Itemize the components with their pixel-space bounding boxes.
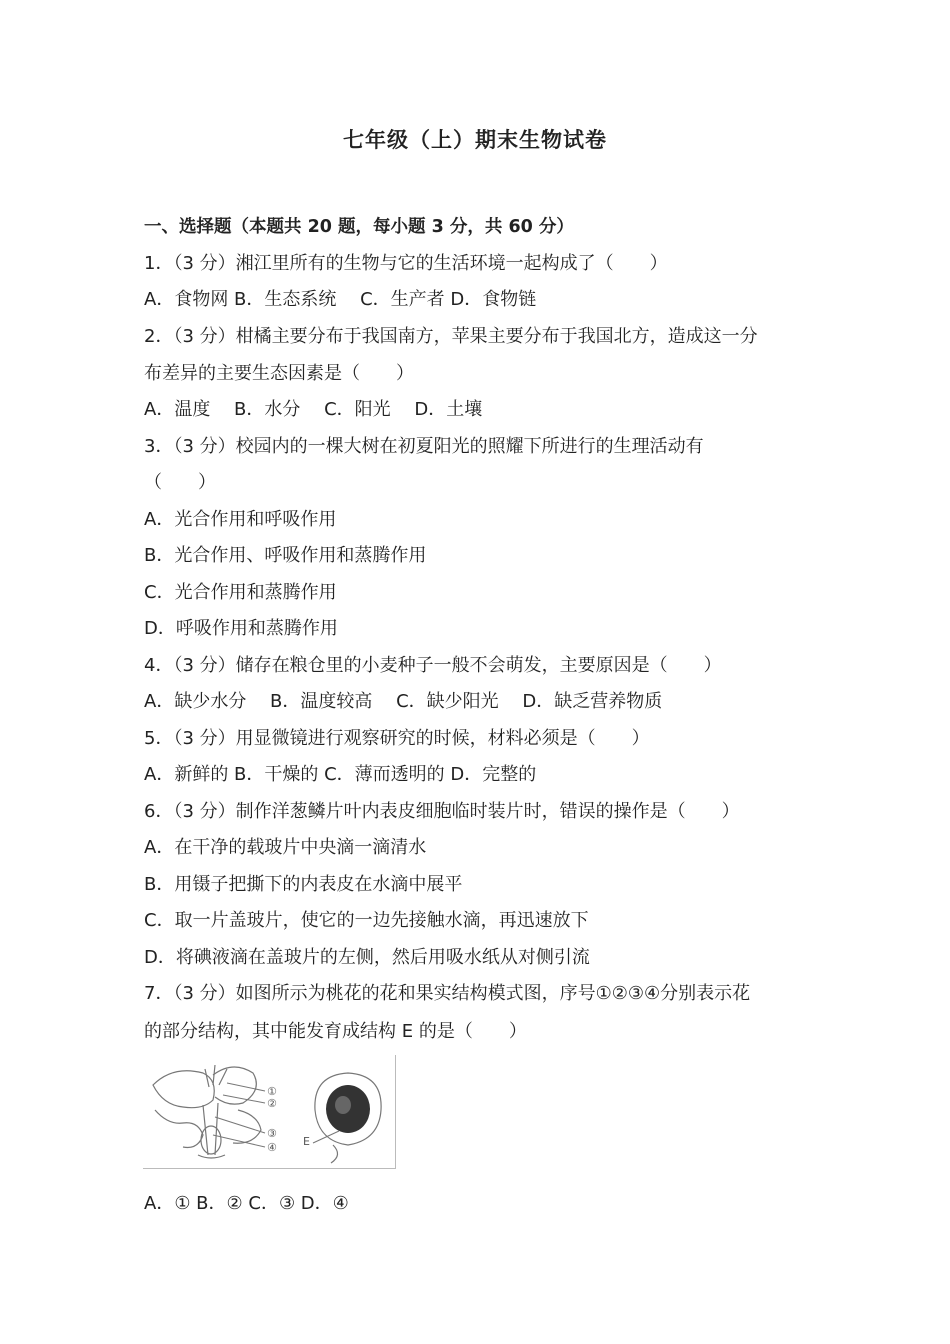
question-4: 4．（3 分）储存在粮仓里的小麦种子一般不会萌发，主要原因是（ ）	[144, 655, 722, 676]
label-3: ③	[267, 1127, 277, 1140]
question-6: 6．（3 分）制作洋葱鳞片叶内表皮细胞临时装片时，错误的操作是（ ）	[144, 801, 740, 822]
label-e: E	[303, 1135, 310, 1148]
section-heading: 一、选择题（本题共 20 题，每小题 3 分，共 60 分）	[144, 217, 574, 237]
question-1-options: A．食物网 B．生态系统 C．生产者 D．食物链	[144, 289, 537, 310]
question-3-cont: （ ）	[144, 472, 216, 493]
question-3-option-d: D．呼吸作用和蒸腾作用	[144, 618, 338, 639]
flower-fruit-diagram	[143, 1055, 395, 1168]
question-7-cont: 的部分结构，其中能发育成结构 E 的是（ ）	[144, 1021, 527, 1042]
fruit-drawing	[313, 1073, 381, 1163]
question-6-option-c: C．取一片盖玻片，使它的一边先接触水滴，再迅速放下	[144, 910, 589, 931]
question-3-option-c: C．光合作用和蒸腾作用	[144, 582, 337, 603]
question-7-options: A．① B．② C．③ D．④	[144, 1193, 349, 1214]
page-title: 七年级（上）期末生物试卷	[343, 128, 607, 152]
label-4: ④	[267, 1141, 277, 1154]
question-4-options: A．缺少水分 B．温度较高 C．缺少阳光 D．缺乏营养物质	[144, 691, 663, 712]
question-5: 5．（3 分）用显微镜进行观察研究的时候，材料必须是（ ）	[144, 728, 650, 749]
question-2-options: A．温度 B．水分 C．阳光 D．土壤	[144, 399, 483, 420]
question-1: 1．（3 分）湘江里所有的生物与它的生活环境一起构成了（ ）	[144, 253, 668, 274]
question-3-option-b: B．光合作用、呼吸作用和蒸腾作用	[144, 545, 427, 566]
label-2: ②	[267, 1097, 277, 1110]
question-6-option-b: B．用镊子把撕下的内表皮在水滴中展平	[144, 874, 463, 895]
question-6-option-a: A．在干净的载玻片中央滴一滴清水	[144, 837, 427, 858]
flower-drawing	[153, 1065, 261, 1158]
question-3-option-a: A．光合作用和呼吸作用	[144, 509, 337, 530]
question-3: 3．（3 分）校园内的一棵大树在初夏阳光的照耀下所进行的生理活动有	[144, 436, 704, 457]
label-1: ①	[267, 1085, 277, 1098]
question-7: 7．（3 分）如图所示为桃花的花和果实结构模式图，序号①②③④分别表示花	[144, 983, 751, 1004]
question-2-cont: 布差异的主要生态因素是（ ）	[144, 363, 414, 384]
flower-fruit-figure	[143, 1055, 396, 1169]
question-5-options: A．新鲜的 B．干燥的 C．薄而透明的 D．完整的	[144, 764, 537, 785]
question-6-option-d: D．将碘液滴在盖玻片的左侧，然后用吸水纸从对侧引流	[144, 947, 590, 968]
question-2: 2．（3 分）柑橘主要分布于我国南方，苹果主要分布于我国北方，造成这一分	[144, 326, 758, 347]
